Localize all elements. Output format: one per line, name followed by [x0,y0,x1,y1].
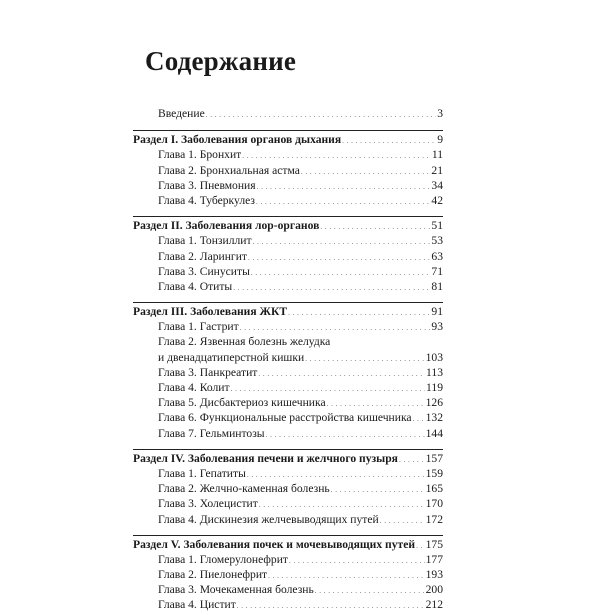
toc-entry-page: 165 [425,482,443,496]
leader-dots [237,597,425,614]
toc-entry-title: Глава 3. Синуситы [158,264,250,278]
toc-entry-title: Глава 4. Отиты [158,279,233,293]
toc-chapter-entry [133,249,443,264]
toc-entry-title: Глава 7. Гельминтозы [158,426,265,440]
toc-entry-title: Раздел III. Заболевания ЖКТ [133,305,288,319]
toc-section-heading [133,132,443,147]
toc-entry-page: 91 [431,305,443,319]
toc-entry-page: 212 [425,598,443,612]
toc-entry-title: Глава 3. Панкреатит [158,365,258,379]
toc-entry-page: 177 [425,552,443,566]
toc-chapter-entry [133,512,443,527]
toc-entry-title: Глава 1. Гломерулонефрит [158,552,288,566]
toc-entry-page: 63 [431,249,443,263]
toc-chapter-entry [133,233,443,248]
toc-chapter-entry [133,178,443,193]
toc-entry-title: Глава 5. Дисбактериоз кишечника [158,396,326,410]
toc-entry-page: 119 [426,381,443,394]
toc-entry-page: 175 [425,537,443,551]
toc-chapter-entry [133,380,443,395]
toc-chapter-entry [133,319,443,334]
toc-entry-title: Глава 6. Функциональные расстройства кишечника [158,411,412,425]
toc-chapter-entry [133,147,443,162]
toc-chapter-entry [133,410,443,425]
toc-entry-page: 157 [425,451,443,465]
toc-entry-title: Глава 1. Гастрит [158,320,239,334]
toc-chapter-entry [133,163,443,178]
toc-entry-page: 132 [425,411,443,425]
toc-section-heading [133,304,443,319]
toc-chapter-entry [133,279,443,294]
toc-entry-title: Введение [158,107,205,120]
leader-dots [256,193,430,210]
toc-entry-page: 103 [425,350,443,364]
toc-entry-title: Глава 4. Цистит [158,598,236,612]
toc-entry-title: Глава 3. Пневмония [158,178,256,192]
toc-entry-title: Глава 4. Колит [158,381,230,394]
toc-entry-title: Глава 2. Язвенная болезнь желудка [158,335,331,349]
toc-entry-page: 159 [425,466,443,480]
toc-chapter-entry [133,582,443,597]
toc-entry-title: Глава 2. Ларингит [158,249,247,263]
toc-entry-page: 144 [425,426,443,440]
toc-entry-page: 53 [431,234,443,248]
toc-entry-title: Раздел I. Заболевания органов дыхания [133,133,342,147]
toc-entry-page: 113 [426,365,443,379]
toc-entry-title: Глава 2. Бронхиальная астма [158,163,300,177]
toc-entry-title: Раздел V. Заболевания почек и мочевыводящих путей [133,537,416,551]
toc-sections [133,130,443,612]
toc-entry-page: 81 [431,279,443,293]
toc-chapter-entry [133,350,443,365]
toc-entry-page: 71 [431,264,443,278]
toc-entry-page: 51 [431,219,443,233]
toc-chapter-entry [133,481,443,496]
toc-chapter-entry [133,552,443,567]
toc-chapter-entry [133,395,443,410]
toc-chapter-entry [133,567,443,582]
leader-dots [380,512,425,529]
leader-dots [233,279,430,296]
leader-dots [266,426,425,443]
toc-entry-title: Раздел IV. Заболевания печени и желчного пузыря [133,451,398,465]
toc-entry-title: Глава 1. Тонзиллит [158,234,252,248]
leader-dots [206,106,436,123]
toc-entry-title: Глава 1. Бронхит [158,148,242,162]
toc-chapter-entry [133,426,443,441]
toc-entry-intro [133,106,443,121]
toc-entry-page: 172 [425,512,443,526]
toc-section-heading [133,451,443,466]
toc-entry-title: Глава 3. Холецистит [158,497,258,511]
toc-chapter-entry [133,334,443,349]
toc-entry-page: 11 [431,148,443,162]
toc-entry-page: 42 [431,193,443,207]
toc-entry-page: 126 [425,396,443,410]
toc-section-heading [133,537,443,552]
toc-entry-title: Глава 2. Желчно-каменная болезнь [158,482,330,496]
toc-chapter-entry [133,466,443,481]
toc-entry-page: 93 [431,320,443,334]
toc-entry-page: 34 [431,178,443,192]
toc-entry-page: 193 [425,568,443,582]
toc-entry-title: и двенадцатиперстной кишки [158,350,305,364]
toc-entry-page: 3 [437,107,443,120]
toc-entry-title: Глава 3. Мочекаменная болезнь [158,583,314,597]
toc-entry-title: Глава 2. Пиелонефрит [158,568,268,582]
toc-entry-page: 200 [425,583,443,597]
page-title: Содержание [145,46,297,76]
toc-chapter-entry [133,365,443,380]
toc-chapter-entry [133,193,443,208]
toc-entry-title: Раздел II. Заболевания лор-органов [133,219,320,233]
toc-chapter-entry [133,264,443,279]
table-of-contents [133,106,443,613]
toc-entry-title: Глава 4. Дискинезия желчевыводящих путей [158,512,379,526]
toc-entry-page: 21 [431,163,443,177]
toc-entry-page: 170 [425,497,443,511]
toc-section-heading [133,218,443,233]
toc-entry-title: Глава 1. Гепатиты [158,466,246,480]
toc-entry-title: Глава 4. Туберкулез [158,193,255,207]
toc-entry-page: 9 [437,133,443,147]
toc-chapter-entry [133,496,443,511]
